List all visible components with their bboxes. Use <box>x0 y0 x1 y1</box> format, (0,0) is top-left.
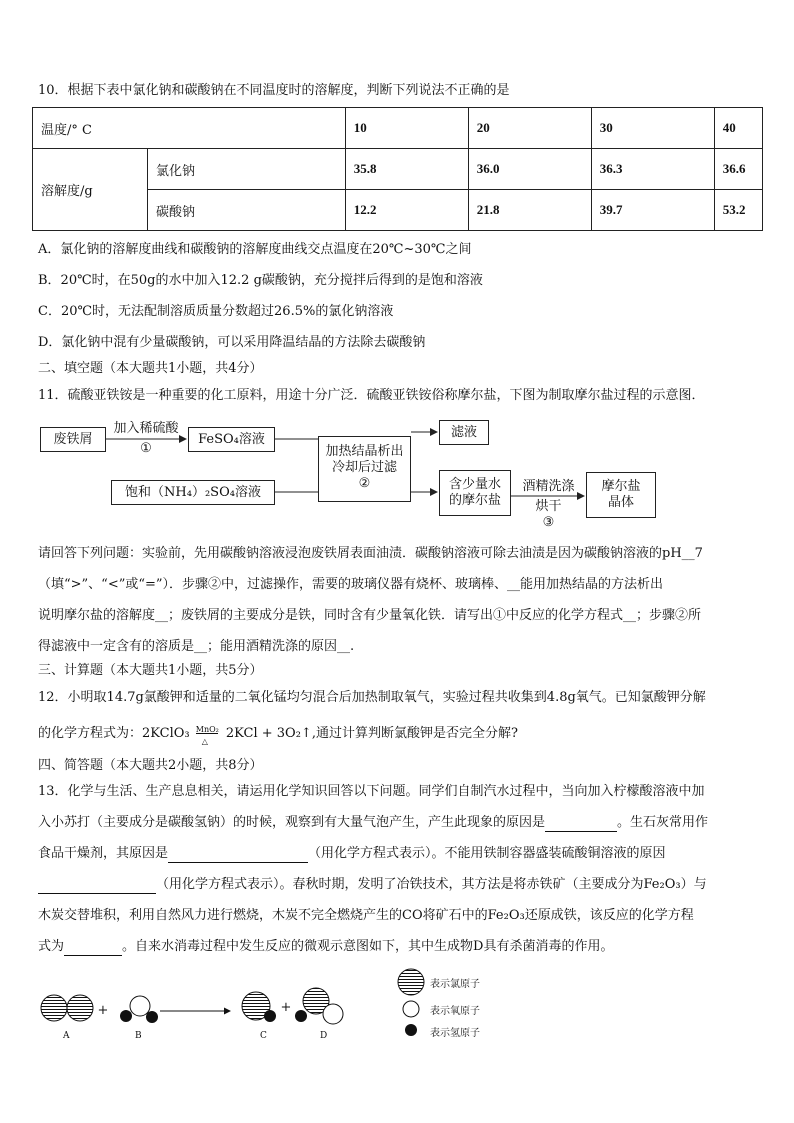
molecule-b <box>120 996 158 1023</box>
wet-line-1: 含少量水 <box>448 477 501 492</box>
label-a: A <box>63 1031 70 1041</box>
table-cell: 21.8 <box>468 190 591 231</box>
q13-line-1: 13．化学与生活、生产息息相关，请运用化学知识回答以下问题。同学们自制汽水过程中，当向加入柠檬酸溶液中加 <box>38 784 705 799</box>
box-feso4: FeSO₄溶液 <box>188 427 275 452</box>
q13-line-2 <box>38 814 708 832</box>
q11-para-2: （填“>”、“<”或“=”）．步骤②中，过滤操作，需要的玻璃仪器有烧杯、玻璃棒、__能用加热结晶的方法析出 <box>38 577 664 592</box>
q10-stem: 10．根据下表中氯化钠和碳酸钠在不同温度时的溶解度，判断下列说法不正确的是 <box>38 83 510 98</box>
label-step-3: ③ <box>542 515 555 530</box>
answer-blank[interactable] <box>545 817 617 832</box>
table-cell: 36.6 <box>714 149 762 190</box>
q13-line-6-text: 式为 <box>38 939 65 954</box>
heat-line-2: 冷却后过滤 <box>331 460 397 475</box>
table-cell: 39.7 <box>591 190 714 231</box>
q13-line-4 <box>38 876 707 894</box>
molecule-d <box>295 988 343 1024</box>
option-a: A．氯化钠的溶解度曲线和碳酸钠的溶解度曲线交点温度在20℃~30℃之间 <box>38 242 472 257</box>
box-ammonium-sulfate: 饱和（NH₄）₂SO₄溶液 <box>111 480 275 505</box>
box-filtrate: 滤液 <box>439 420 489 445</box>
option-b: B．20℃时，在50g的水中加入12.2 g碳酸钠，充分搅拌后得到的是饱和溶液 <box>38 273 483 288</box>
option-d: D．氯化钠中混有少量碳酸钠，可以采用降温结晶的方法除去碳酸钠 <box>38 335 426 350</box>
box-scrap-iron: 废铁屑 <box>40 427 106 452</box>
table-cell: 53.2 <box>714 190 762 231</box>
heat-line-1: 加热结晶析出 <box>325 444 404 459</box>
label-d: D <box>320 1031 328 1041</box>
table-cell: 35.8 <box>345 149 468 190</box>
temp-header: 温度/° C <box>33 108 346 149</box>
table-cell: 30 <box>591 108 714 149</box>
q11-para-3: 说明摩尔盐的溶解度__；废铁屑的主要成分是铁，同时含有少量氧化铁．请写出①中反应的化学方程式__；步骤②所 <box>38 608 702 623</box>
legend-oxygen-label: 表示氧原子 <box>430 1006 480 1017</box>
legend-chlorine <box>398 969 424 995</box>
box-heat-crystallize <box>318 436 411 502</box>
molecule-c <box>242 992 276 1022</box>
catalyst-label: MnO₂ <box>195 724 219 734</box>
box-mohr-crystal <box>586 472 656 518</box>
table-cell: 20 <box>468 108 591 149</box>
row-name: 碳酸钠 <box>148 190 346 231</box>
label-add-acid: 加入稀硫酸 <box>113 421 179 436</box>
wet-line-2: 的摩尔盐 <box>448 493 501 508</box>
reaction-condition <box>194 724 222 746</box>
option-c: C．20℃时，无法配制溶质质量分数超过26.5%的氯化钠溶液 <box>38 304 394 319</box>
q12-para-1: 12．小明取14.7g氯酸钾和适量的二氧化锰均匀混合后加热制取氧气，实验过程共收集到4.8g氧气。已知氯酸钾分解 <box>38 690 706 705</box>
q13-line-6-tail: 。自来水消毒过程中发生反应的微观示意图如下，其中生成物D具有杀菌消毒的作用。 <box>122 939 614 954</box>
q13-line-5: 木炭交替堆积，利用自然风力进行燃烧，木炭不完全燃烧产生的CO将矿石中的Fe₂O₃还原成铁，该反应的化学方程 <box>38 908 694 923</box>
legend-chlorine-label: 表示氯原子 <box>430 979 480 990</box>
label-step-2: ② <box>358 476 371 491</box>
row-name: 氯化钠 <box>148 149 346 190</box>
solubility-header: 溶解度/g <box>33 149 148 231</box>
q11-stem: 11．硫酸亚铁铵是一种重要的化工原料，用途十分广泛．硫酸亚铁铵俗称摩尔盐，下图为制取摩尔盐过程的示意图． <box>38 388 705 403</box>
label-step-1: ① <box>140 441 152 456</box>
label-c: C <box>260 1031 267 1041</box>
answer-blank[interactable] <box>64 941 122 956</box>
label-dry: 烘干 <box>535 499 562 514</box>
q13-line-3 <box>38 845 666 863</box>
label-b: B <box>135 1031 142 1041</box>
q11-para-4: 得滤液中一定含有的溶质是__；能用酒精洗涤的原因__. <box>38 639 355 654</box>
box-wet-mohr-salt <box>439 470 511 516</box>
table-cell: 36.0 <box>468 149 591 190</box>
label-wash: 酒精洗涤 <box>522 479 575 494</box>
section-4-heading: 四、简答题（本大题共2小题，共8分） <box>38 758 263 773</box>
q13-line-4-text: （用化学方程式表示）。春秋时期，发明了冶铁技术，其方法是将赤铁矿（主要成分为Fe₂O₃）与 <box>156 877 707 892</box>
heat-symbol: △ <box>201 736 208 746</box>
section-2-heading: 二、填空题（本大题共1小题，共4分） <box>38 361 263 376</box>
table-cell: 10 <box>345 108 468 149</box>
legend-hydrogen <box>405 1024 417 1036</box>
q11-para-1: 请回答下列问题：实验前，先用碳酸钠溶液浸泡废铁屑表面油渍．碳酸钠溶液可除去油渍是因为碳酸钠溶液的pH__7 <box>38 546 703 561</box>
molecule-a <box>41 995 93 1021</box>
answer-blank[interactable] <box>38 879 156 894</box>
q13-line-6 <box>38 938 613 956</box>
plus-sign: + <box>280 1000 292 1015</box>
plus-sign: + <box>97 1003 109 1018</box>
q12-equation-line <box>38 724 518 746</box>
q12-equation-right: 2KCl + 3O₂↑,通过计算判断氯酸钾是否完全分解? <box>225 726 518 741</box>
crystal-line-2: 晶体 <box>607 495 634 510</box>
legend-oxygen <box>403 1001 419 1017</box>
answer-blank[interactable] <box>168 848 308 863</box>
section-3-heading: 三、计算题（本大题共1小题，共5分） <box>38 663 263 678</box>
molecule-graphics <box>0 960 794 1060</box>
q13-line-2-tail: 。生石灰常用作 <box>617 815 709 830</box>
table-cell: 40 <box>714 108 762 149</box>
legend-hydrogen-label: 表示氢原子 <box>430 1028 480 1039</box>
q13-line-3-text: 食品干燥剂，其原因是 <box>38 846 169 861</box>
q13-line-3-tail: （用化学方程式表示）。不能用铁制容器盛装硫酸铜溶液的原因 <box>308 846 666 861</box>
table-cell: 12.2 <box>345 190 468 231</box>
q12-equation-left: 的化学方程式为：2KClO₃ <box>38 726 190 741</box>
table-cell: 36.3 <box>591 149 714 190</box>
q13-line-2-text: 入小苏打（主要成分是碳酸氢钠）的时候，观察到有大量气泡产生，产生此现象的原因是 <box>38 815 546 830</box>
crystal-line-1: 摩尔盐 <box>601 479 641 494</box>
